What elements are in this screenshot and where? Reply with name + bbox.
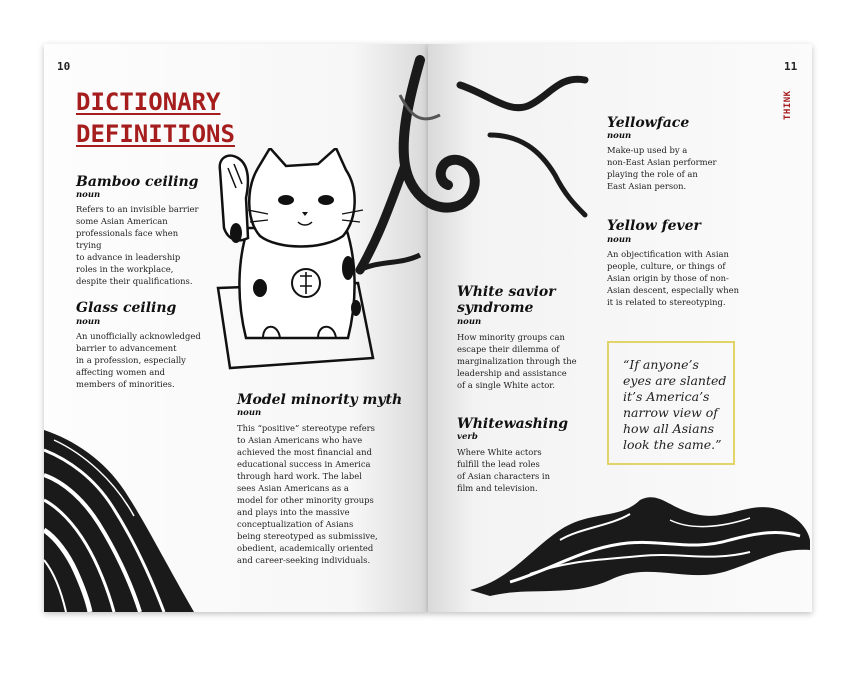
definition-whitewashing: Where White actors fulfill the lead roles of Asian characters in film and television.: [457, 447, 551, 493]
term-yellow-fever: Yellow fever: [607, 218, 701, 234]
definition-white-savior-syndrome: How minority groups can escape their dilemma of marginalization through the leadership and assistance of a single White actor.: [457, 332, 577, 390]
lucky-cat-illustration: [208, 148, 388, 373]
section-label: THINK: [783, 90, 793, 120]
pos-yellow-fever: noun: [607, 235, 632, 245]
term-white-savior-syndrome: [457, 284, 556, 316]
page-number-left: 10: [57, 60, 71, 73]
pos-model-minority-myth: noun: [237, 408, 262, 418]
definition-yellow-fever: An objectification with Asian people, culture, or things of Asian origin by those of non- Asian descent, especially when it is related to stereotyping.: [607, 249, 740, 307]
pos-glass-ceiling: noun: [76, 317, 101, 327]
pos-whitewashing: verb: [457, 432, 478, 442]
title-line-1: DICTIONARY: [76, 88, 221, 116]
definition-bamboo-ceiling: Refers to an invisible barrier some Asian American professionals face when trying to advance in leadership roles in the workplace, despite their qualifications.: [76, 204, 199, 286]
definition-yellowface: Make-up used by a non-East Asian performer playing the role of an East Asian person.: [607, 145, 717, 191]
definition-glass-ceiling: An unofficially acknowledged barrier to advancement in a profession, especially affecting women and members of minorities.: [76, 331, 201, 389]
term-yellowface: Yellowface: [607, 115, 690, 131]
term-white-savior-line1: White savior: [457, 284, 556, 300]
marble-ink-illustration-right: [470, 490, 810, 600]
pos-bamboo-ceiling: noun: [76, 190, 101, 200]
marble-ink-illustration-left: [44, 420, 194, 612]
term-model-minority-myth: Model minority myth: [237, 392, 403, 408]
page-title: [76, 86, 235, 150]
pos-yellowface: noun: [607, 131, 632, 141]
definition-model-minority-myth: This “positive” stereotype refers to Asian Americans who have achieved the most financial and educational success in America through hard work. The label sees Asian Americans as a model for other minority groups and plays into the massive conceptualization of Asians being stereotyped as submissive, obedient, academically oriented and career-seeking individuals.: [237, 423, 378, 565]
term-bamboo-ceiling: Bamboo ceiling: [76, 174, 199, 190]
pull-quote-box: [607, 341, 735, 465]
pull-quote: “If anyone’s eyes are slanted it’s America’s narrow view of how all Asians look the same.”: [623, 357, 727, 452]
term-glass-ceiling: Glass ceiling: [76, 300, 177, 316]
title-line-2: DEFINITIONS: [76, 120, 235, 148]
term-whitewashing: Whitewashing: [457, 416, 569, 432]
pos-white-savior-syndrome: noun: [457, 317, 482, 327]
page-number-right: 11: [784, 60, 798, 73]
term-white-savior-line2: syndrome: [457, 300, 534, 316]
